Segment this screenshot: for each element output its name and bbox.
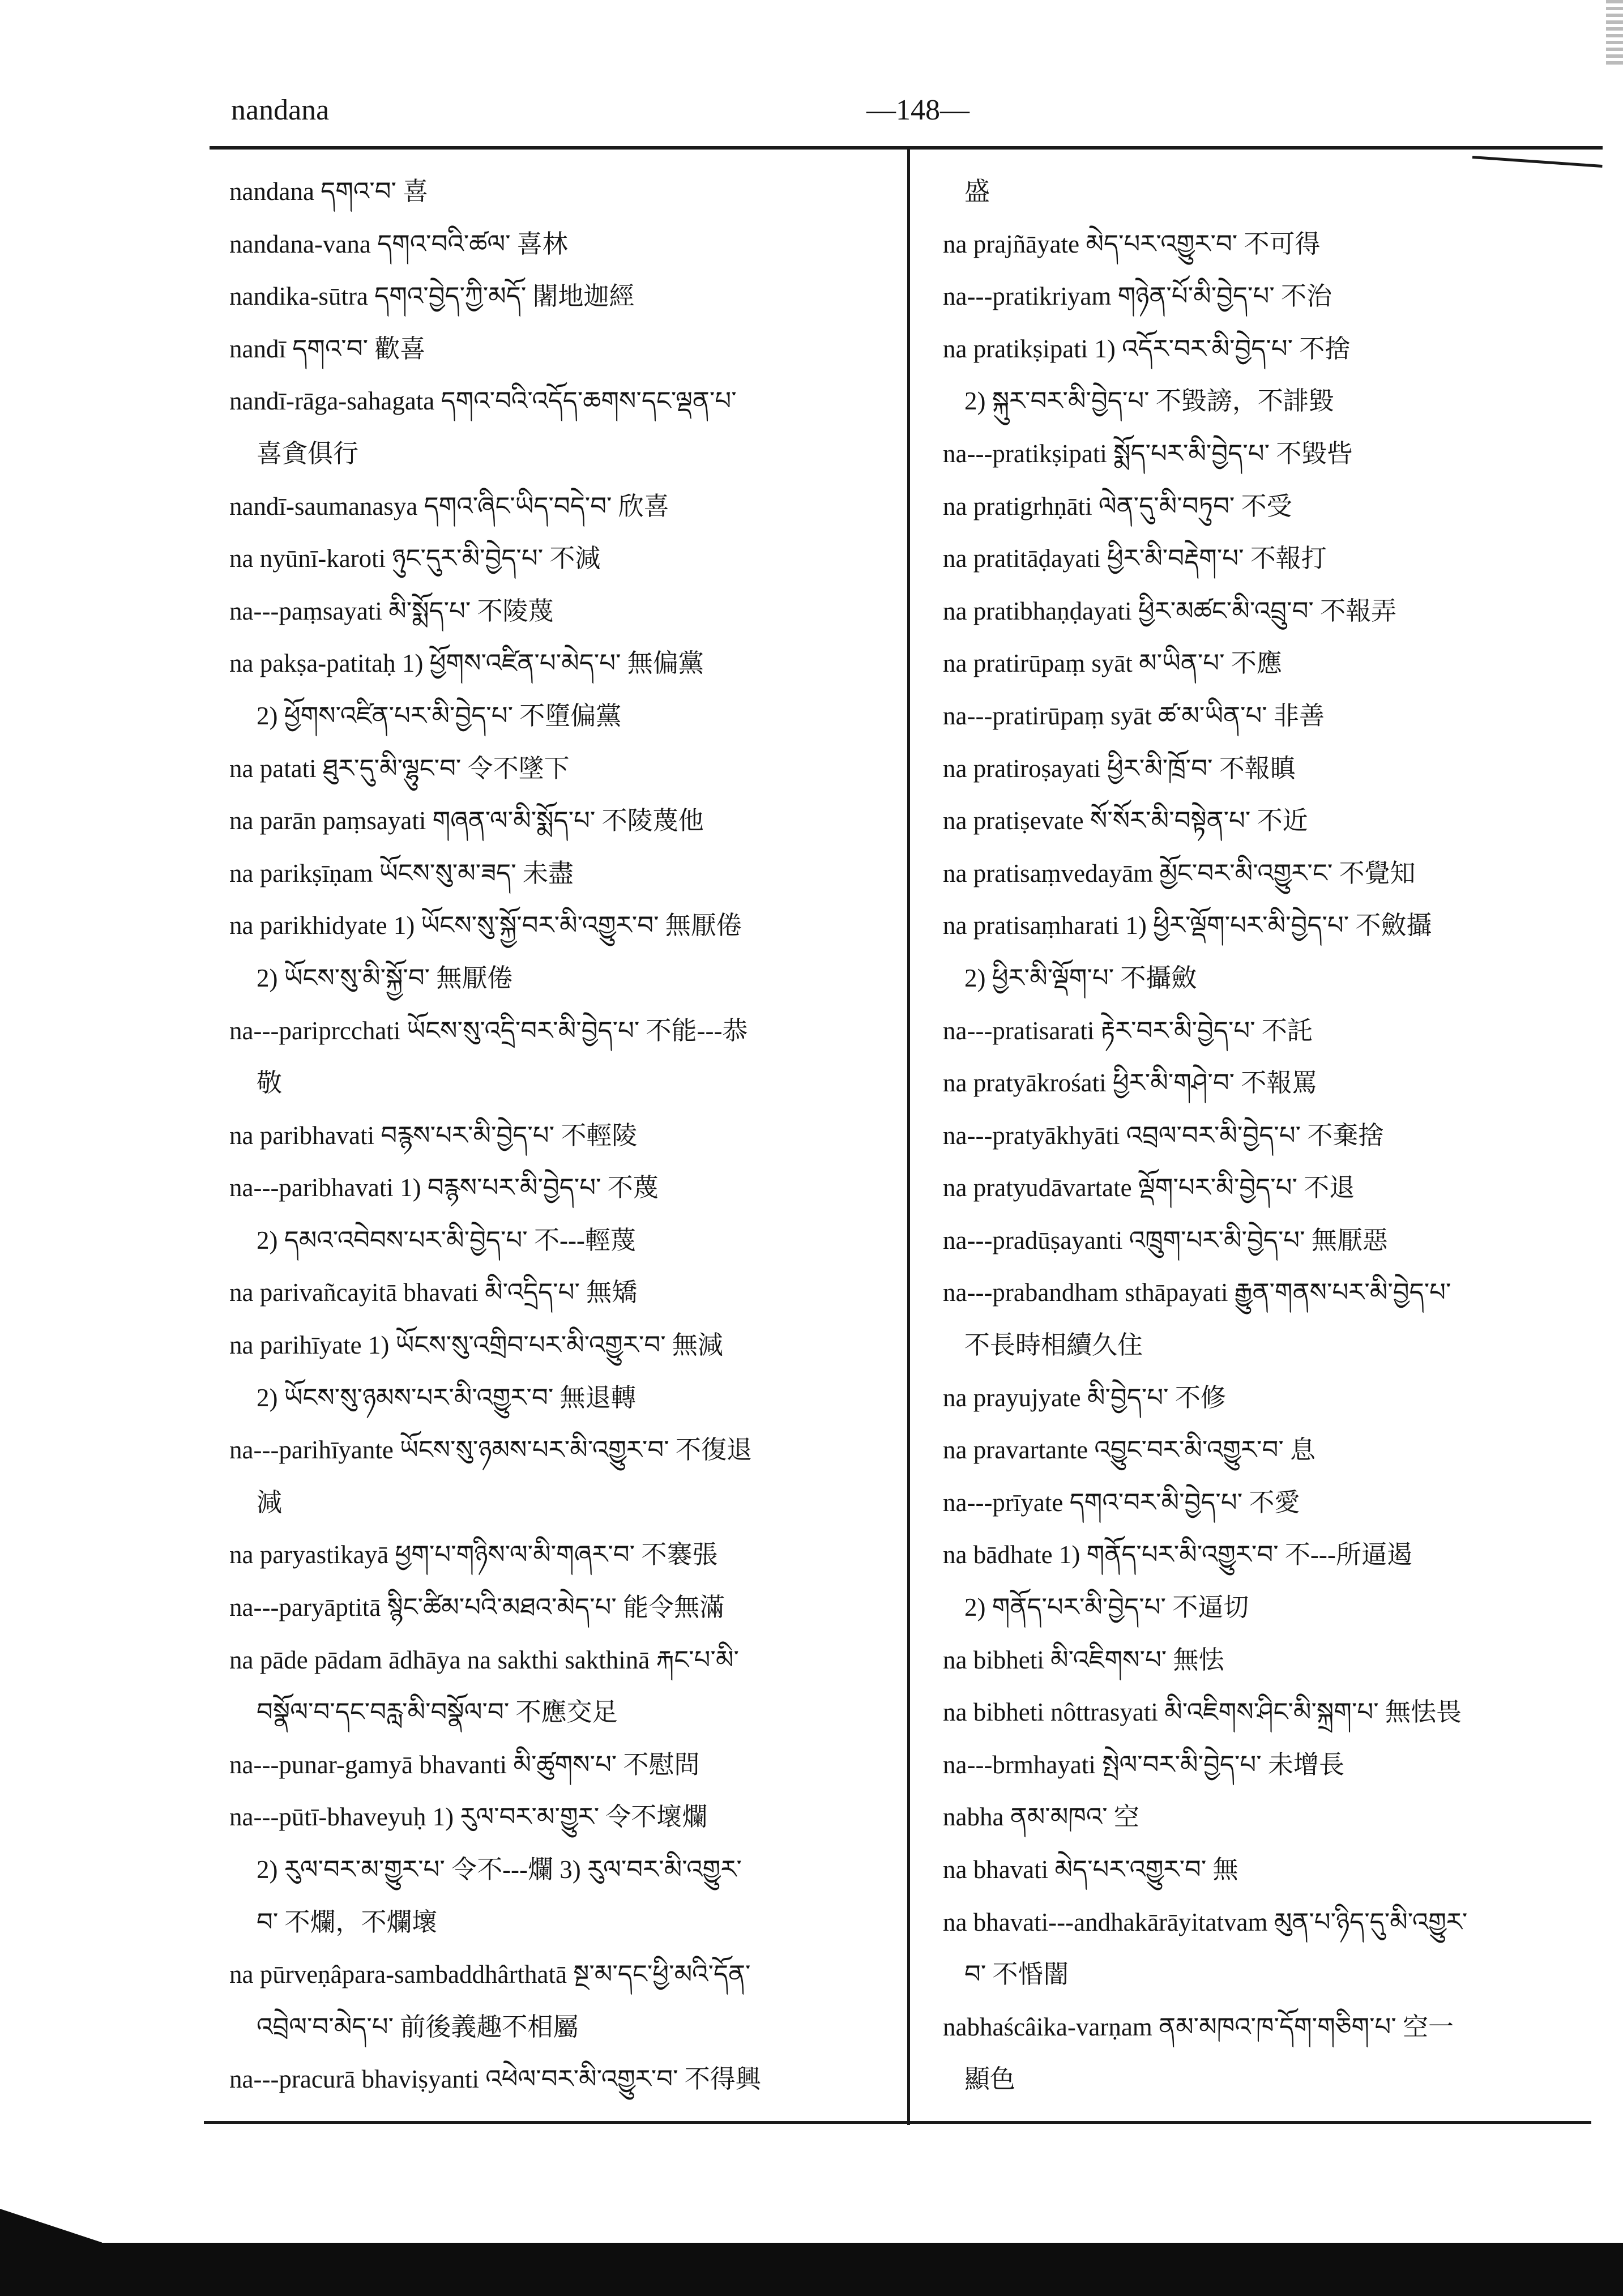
entry-line: na---pūtī-bhaveyuḥ 1) རུལ་བར་མ་གྱུར་ 令不壞爛 bbox=[229, 1803, 708, 1832]
entry-line: na---brmhayati སྤེལ་བར་མི་བྱེད་པ་ 未增長 bbox=[943, 1750, 1344, 1779]
column-divider bbox=[907, 148, 910, 2125]
entry-line: na parikhidyate 1) ཡོངས་སུ་སྐྱོ་བར་མི་འགྱུར་བ་ 無厭倦 bbox=[229, 911, 742, 940]
entry-line: na bibheti མི་འཇིགས་པ་ 無怯 bbox=[943, 1645, 1224, 1674]
entry-line: nandana དགའ་བ་ 喜 bbox=[229, 177, 429, 206]
entry-line: na---parihīyante ཡོངས་སུ་ཉམས་པར་མི་འགྱུར་བ་ 不復退 bbox=[229, 1436, 752, 1465]
entry-line: na pratitāḍayati ཕྱིར་མི་བརྡེག་པ་ 不報打 bbox=[943, 544, 1327, 573]
entry-line: na---punar-gamyā bhavanti མི་ཚུགས་པ་ 不慰問 bbox=[229, 1750, 700, 1779]
entry-line: na---pradūṣayanti འཁྲུག་པར་མི་བྱེད་པ་ 無厭惡 bbox=[943, 1226, 1388, 1254]
entry-line: nandī-rāga-sahagata དགའ་བའི་འདོད་ཆགས་དང་ལྡན་པ་ bbox=[229, 387, 737, 416]
entry-line: na bibheti nôttrasyati མི་འཇིགས་ཤིང་མི་སྐྲག་པ་ 無怯畏 bbox=[943, 1698, 1462, 1727]
entry-line: nandī-saumanasya དགའ་ཞིང་ཡིད་བདེ་བ་ 欣喜 bbox=[229, 492, 669, 520]
entry-continuation: 減 bbox=[257, 1488, 283, 1517]
entry-continuation: 顯色 bbox=[964, 2065, 1016, 2094]
entry-line: na---prabandham sthāpayati རྒྱུན་གནས་པར་མི་བྱེད་པ་ bbox=[943, 1278, 1451, 1307]
entry-line: na---pracurā bhaviṣyanti འཕེལ་བར་མི་འགྱུར་བ་ 不得興 bbox=[229, 2065, 761, 2094]
entry-line: na pratisaṃharati 1) ཕྱིར་ལྡོག་པར་མི་བྱེད་པ་ 不斂攝 bbox=[943, 911, 1432, 940]
entry-line: na pakṣa-patitaḥ 1) ཕྱོགས་འཛིན་པ་མེད་པ་ 無偏黨 bbox=[229, 649, 704, 678]
entry-continuation: 敬 bbox=[257, 1069, 283, 1098]
entry-line: na paryastikayā ཕྱག་པ་གཉིས་ལ་མི་གཞར་བ་ 不褰張 bbox=[229, 1540, 718, 1569]
scan-edge-bar bbox=[0, 2243, 1623, 2296]
entry-continuation: བ་ 不爛，不爛壞 bbox=[257, 1907, 438, 1936]
right-column bbox=[943, 165, 1594, 2106]
entry-line: na pratigrhṇāti ལེན་དུ་མི་བཏུབ་ 不受 bbox=[943, 492, 1292, 520]
entry-line: na patati ཐུར་དུ་མི་ལྷུང་བ་ 令不墜下 bbox=[229, 754, 570, 783]
entry-line: na---pratirūpaṃ syāt ཚ་མ་ཡིན་པ་ 非善 bbox=[943, 701, 1325, 730]
entry-line: na---pratikṣipati སྨོད་པར་མི་བྱེད་པ་ 不毀呰 bbox=[943, 439, 1353, 468]
entry-line: na pratikṣipati 1) འདོར་བར་མི་བྱེད་པ་ 不捨 bbox=[943, 334, 1351, 363]
entry-line: na pūrveṇâpara-sambaddhârthatā སྔ་མ་དང་ཕྱི་མའི་དོན་ bbox=[229, 1960, 751, 1989]
entry-continuation: བ་ 不惛闇 bbox=[964, 1960, 1069, 1989]
entry-continuation: 盛 bbox=[964, 177, 990, 206]
entry-line: nandī དགའ་བ་ 歡喜 bbox=[229, 334, 426, 363]
top-rule bbox=[210, 146, 1603, 150]
entry-line: na parihīyate 1) ཡོངས་སུ་འགྲིབ་པར་མི་འགྱུར་བ་ 無減 bbox=[229, 1331, 723, 1360]
entry-line: na---pratikriyam གཉེན་པོ་མི་བྱེད་པ་ 不治 bbox=[943, 282, 1332, 311]
entry-line: na---pratyākhyāti འབྲལ་བར་མི་བྱེད་པ་ 不棄捨 bbox=[943, 1121, 1384, 1150]
scan-edge-marks bbox=[1606, 0, 1623, 68]
entry-continuation: 2) དམའ་འབེབས་པར་མི་བྱེད་པ་ 不---輕蔑 bbox=[257, 1226, 636, 1254]
entry-line: na pratiṣevate སོ་སོར་མི་བསྟེན་པ་ 不近 bbox=[943, 806, 1308, 835]
entry-line: nandana-vana དགའ་བའི་ཚལ་ 喜林 bbox=[229, 229, 568, 258]
entry-line: na---pariprcchati ཡོངས་སུ་འདྲི་བར་མི་བྱེད་པ་ 不能---恭 bbox=[229, 1016, 748, 1045]
entry-line: na---prīyate དགའ་བར་མི་བྱེད་པ་ 不愛 bbox=[943, 1488, 1300, 1517]
entry-line: na prayujyate མི་བྱེད་པ་ 不修 bbox=[943, 1383, 1226, 1412]
entry-line: na pratyākrośati ཕྱིར་མི་གཤེ་བ་ 不報罵 bbox=[943, 1069, 1318, 1098]
entry-line: na prajñāyate མེད་པར་འགྱུར་བ་ 不可得 bbox=[943, 229, 1321, 258]
entry-continuation: བསྣོལ་བ་དང་བརླ་མི་བསྣོལ་བ་ 不應交足 bbox=[257, 1698, 618, 1727]
entry-line: nabhaścâika-varṇam ནམ་མཁའ་ཁ་དོག་གཅིག་པ་ 空一 bbox=[943, 2012, 1454, 2041]
page-number: —148— bbox=[866, 94, 969, 126]
entry-line: na---paṃsayati མི་སྨོད་པ་ 不陵蔑 bbox=[229, 596, 554, 625]
entry-continuation: 2) ཡོངས་སུ་ཉམས་པར་མི་འགྱུར་བ་ 無退轉 bbox=[257, 1383, 637, 1412]
entry-line: na pratiroṣayati ཕྱིར་མི་ཁྲོ་བ་ 不報瞋 bbox=[943, 754, 1296, 783]
entry-line: na bhavati མེད་པར་འགྱུར་བ་ 無 bbox=[943, 1855, 1238, 1884]
entry-continuation: 2) ཕྱིར་མི་ལྡོག་པ་ 不攝斂 bbox=[964, 963, 1197, 992]
entry-line: na bādhate 1) གནོད་པར་མི་འགྱུར་བ་ 不---所逼遏 bbox=[943, 1540, 1412, 1569]
entry-continuation: 2) སྐུར་བར་མི་བྱེད་པ་ 不毀謗，不誹毀 bbox=[964, 387, 1334, 416]
entry-continuation: 2) ཡོངས་སུ་མི་སྐྱོ་བ་ 無厭倦 bbox=[257, 963, 513, 992]
entry-continuation: 2) ཕྱོགས་འཛིན་པར་མི་བྱེད་པ་ 不墮偏黨 bbox=[257, 701, 622, 730]
entry-line: na---pratisarati རྟེར་བར་མི་བྱེད་པ་ 不託 bbox=[943, 1016, 1313, 1045]
entry-line: nandika-sūtra དགའ་བྱེད་ཀྱི་མདོ་ 闍地迦經 bbox=[229, 282, 635, 311]
entry-line: na pratibhaṇḍayati ཕྱིར་མཚང་མི་འབྲུ་བ་ 不報弄 bbox=[943, 596, 1397, 625]
entry-line: na pratyudāvartate ལྡོག་པར་མི་བྱེད་པ་ 不退 bbox=[943, 1173, 1355, 1202]
entry-line: na paribhavati བརྙས་པར་མི་བྱེད་པ་ 不輕陵 bbox=[229, 1121, 638, 1150]
entry-continuation: 不長時相續久住 bbox=[964, 1331, 1143, 1360]
entry-line: na parān paṃsayati གཞན་ལ་མི་སྨོད་པ་ 不陵蔑他 bbox=[229, 806, 704, 835]
entry-line: na pāde pādam ādhāya na sakthi sakthinā རྐང་པ་མི་ bbox=[229, 1645, 739, 1674]
entry-line: na pratirūpaṃ syāt མ་ཡིན་པ་ 不應 bbox=[943, 649, 1282, 678]
entry-line: na bhavati---andhakārāyitatvam མུན་པ་ཉིད་དུ་མི་འགྱུར་ bbox=[943, 1907, 1468, 1936]
entry-continuation: 2) གནོད་པར་མི་བྱེད་པ་ 不逼切 bbox=[964, 1593, 1249, 1622]
entry-line: na---paribhavati 1) བརྙས་པར་མི་བྱེད་པ་ 不蔑 bbox=[229, 1173, 659, 1202]
entry-line: na---paryāptitā སྙིང་ཚིམ་པའི་མཐའ་མེད་པ་ 能令無滿 bbox=[229, 1593, 725, 1622]
entry-continuation: འབྲེལ་བ་མེད་པ་ 前後義趣不相屬 bbox=[257, 2012, 579, 2041]
entry-continuation: 2) རུལ་བར་མ་གྱུར་པ་ 令不---爛 3) རུལ་བར་མི་འགྱུར་ bbox=[257, 1855, 742, 1884]
entry-continuation: 喜貪俱行 bbox=[257, 439, 359, 468]
entry-line: na pratisaṃvedayām མྱོང་བར་མི་འགྱུར་ང་ 不覺知 bbox=[943, 859, 1416, 887]
entry-line: na pravartante འབྱུང་བར་མི་འགྱུར་བ་ 息 bbox=[943, 1436, 1316, 1465]
entry-line: na nyūnī-karoti ཉུང་དུར་མི་བྱེད་པ་ 不減 bbox=[229, 544, 601, 573]
left-column bbox=[229, 165, 895, 2106]
bottom-rule bbox=[204, 2121, 1591, 2124]
entry-line: na parikṣīṇam ཡོངས་སུ་མ་ཟད་ 未盡 bbox=[229, 859, 574, 887]
entry-line: na parivañcayitā bhavati མི་འདྲིད་པ་ 無矯 bbox=[229, 1278, 638, 1307]
running-head: nandana bbox=[231, 94, 330, 126]
entry-line: nabha ནམ་མཁའ་ 空 bbox=[943, 1803, 1139, 1832]
